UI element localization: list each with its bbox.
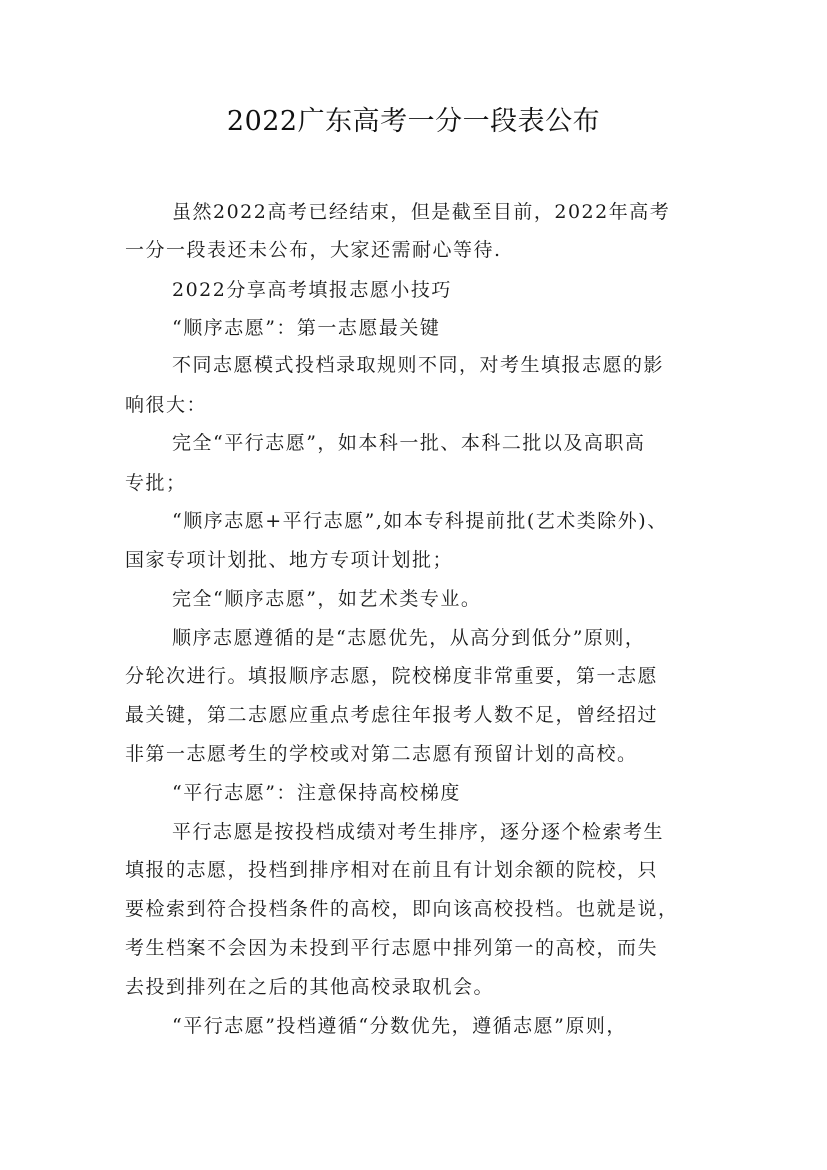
paragraph-line: 分轮次进行。填报顺序志愿，院校梯度非常重要，第一志愿 xyxy=(125,665,659,687)
paragraph-line: “平行志愿”：注意保持高校梯度 xyxy=(172,782,461,804)
paragraph-line: 不同志愿模式投档录取规则不同，对考生填报志愿的影 xyxy=(172,354,665,376)
paragraph-line: 响很大： xyxy=(125,394,208,416)
paragraph-line: 平行志愿是按投档成绩对考生排序，逐分逐个检索考生 xyxy=(172,821,665,843)
paragraph-line: 完全“顺序志愿”，如艺术类专业。 xyxy=(172,588,482,610)
paragraph-line: 考生档案不会因为未投到平行志愿中排列第一的高校，而失 xyxy=(125,937,659,959)
paragraph-line: 非第一志愿考生的学校或对第二志愿有预留计划的高校。 xyxy=(125,743,638,765)
paragraph-line: 去投到排列在之后的其他高校录取机会。 xyxy=(125,976,495,998)
paragraph-line: 最关键，第二志愿应重点考虑往年报考人数不足，曾经招过 xyxy=(125,704,659,726)
document-title: 2022广东高考一分一段表公布 xyxy=(226,106,601,137)
paragraph-line: 专批； xyxy=(125,472,187,494)
paragraph-line: “平行志愿”投档遵循“分数优先，遵循志愿”原则， xyxy=(172,1015,627,1037)
paragraph-line: 2022分享高考填报志愿小技巧 xyxy=(172,279,452,301)
paragraph-line: 填报的志愿，投档到排序相对在前且有计划余额的院校，只 xyxy=(125,859,659,881)
paragraph-line: 国家专项计划批、地方专项计划批； xyxy=(125,549,454,571)
paragraph-line: “顺序志愿”：第一志愿最关键 xyxy=(172,317,441,339)
paragraph-line: 顺序志愿遵循的是“志愿优先，从高分到低分”原则， xyxy=(172,627,646,649)
paragraph-line: 完全“平行志愿”，如本科一批、本科二批以及高职高 xyxy=(172,432,646,454)
paragraph-line: 要检索到符合投档条件的高校，即向该高校投档。也就是说， xyxy=(125,898,679,920)
paragraph-line: 一分一段表还未公布，大家还需耐心等待. xyxy=(125,239,502,261)
paragraph-line: “顺序志愿+平行志愿”,如本专科提前批(艺术类除外)、 xyxy=(172,510,668,532)
paragraph-line: 虽然2022高考已经结束，但是截至目前，2022年高考 xyxy=(172,201,671,223)
